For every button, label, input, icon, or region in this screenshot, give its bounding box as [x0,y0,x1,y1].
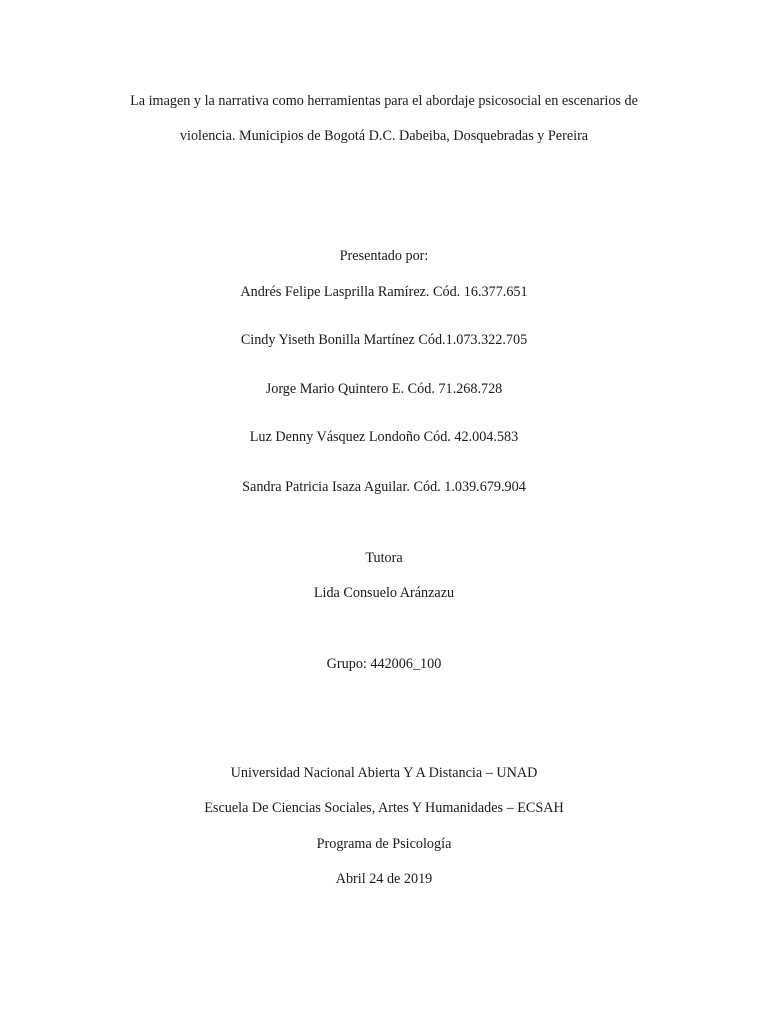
document-date: Abril 24 de 2019 [335,871,433,887]
school-name: Escuela De Ciencias Sociales, Artes Y Humanidades – ECSAH [204,800,564,816]
author-4: Luz Denny Vásquez Londoño Cód. 42.004.583 [249,429,519,445]
group-code: Grupo: 442006_100 [326,656,442,672]
title-line-1: La imagen y la narrativa como herramientas para el abordaje psicosocial en escenarios de [130,93,638,109]
program-name: Programa de Psicología [316,836,452,852]
author-5: Sandra Patricia Isaza Aguilar. Cód. 1.039.679.904 [242,479,526,495]
tutor-label: Tutora [365,550,403,566]
presented-by-label: Presentado por: [339,248,429,264]
author-1: Andrés Felipe Lasprilla Ramírez. Cód. 16.377.651 [240,284,528,300]
author-3: Jorge Mario Quintero E. Cód. 71.268.728 [265,381,503,397]
title-line-2: violencia. Municipios de Bogotá D.C. Dabeiba, Dosquebradas y Pereira [179,128,589,144]
author-2: Cindy Yiseth Bonilla Martínez Cód.1.073.322.705 [240,332,528,348]
tutor-name: Lida Consuelo Aránzazu [313,585,455,601]
university-name: Universidad Nacional Abierta Y A Distancia – UNAD [230,765,538,781]
